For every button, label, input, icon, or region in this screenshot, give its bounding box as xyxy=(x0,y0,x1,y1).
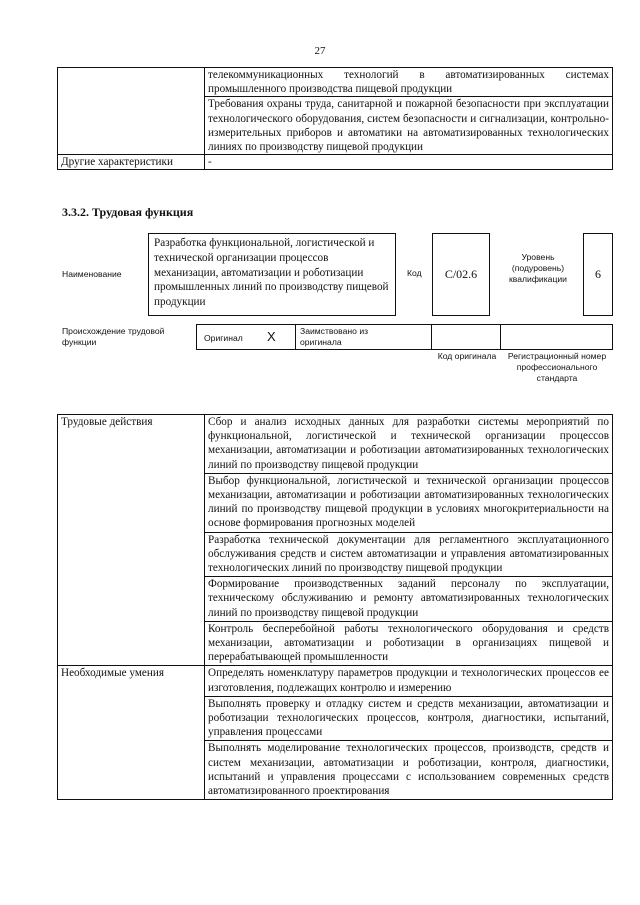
code-caption: Код оригинала xyxy=(437,351,497,361)
group-label: Трудовые действия xyxy=(58,415,205,666)
table-row: Определять номенклатуру параметров продукции и технологических процессов ее изготовления, подлежащих контролю и измерению xyxy=(205,666,613,696)
section-title: 3.3.2. Трудовая функция xyxy=(62,205,194,219)
code-value: C/02.6 xyxy=(432,233,490,316)
registration-caption: Регистрационный номер профессионального стандарта xyxy=(507,351,607,383)
level-value: 6 xyxy=(583,233,613,316)
code-label: Код xyxy=(407,268,422,278)
table-row: Выбор функциональной, логистической и технической организации процессов механизации, автоматизации и роботизации автоматизированных технологических линий по производству пищевой продукции в условиях многокритериальности на основе формирования прогнозных моделей xyxy=(205,473,613,532)
registration-number-cell xyxy=(500,324,613,350)
function-name: Разработка функциональной, логистической и технической организации процессов механизации, автоматизации и роботизации промышленных линий по производству пищевой продукции xyxy=(148,233,396,316)
top-table-label: Другие характеристики xyxy=(58,155,205,170)
table-row: Сбор и анализ исходных данных для разработки системы мероприятий по функциональной, логистической и технической организации процессов механизации, автоматизации и роботизации автоматизированных технологических линий по производству пищевой продукции xyxy=(205,415,613,474)
top-table-cell: Требования охраны труда, санитарной и пожарной безопасности при эксплуатации технологического оборудования, систем безопасности и сигнализации, контрольно-измерительных приборов и автоматики на автоматизированных технологических линиях по производству пищевой продукции xyxy=(205,97,613,155)
borrowed-label: Заимствовано из оригинала xyxy=(300,326,369,347)
top-table xyxy=(57,67,613,170)
page-number: 27 xyxy=(314,45,326,57)
original-mark: X xyxy=(267,329,276,344)
original-label: Оригинал xyxy=(204,333,243,343)
table-row: Формирование производственных заданий персоналу по эксплуатации, техническому обслуживанию и ремонту автоматизированных технологических линий по производству пищевой продукции xyxy=(205,577,613,622)
table-row: Контроль бесперебойной работы технологического оборудования и средств механизации, автоматизации и роботизации в организациях пищевой и перерабатывающей промышленности xyxy=(205,621,613,666)
table-row: Выполнять моделирование технологических процессов, производств, средств и систем механизации, автоматизации и роботизации, контроля, диагностики, испытаний и управления процессами с использованием современных средств автоматизированного проектирования xyxy=(205,741,613,800)
name-label: Наименование xyxy=(62,269,122,279)
table-row: Разработка технической документации для регламентного эксплуатационного обслуживания средств и систем автоматизации и управления автоматизированных технологических линий по производству пищевой продукции xyxy=(205,532,613,577)
top-table-cell: телекоммуникационных технологий в автоматизированных системах промышленного производства пищевой продукции xyxy=(205,68,613,97)
group-label: Необходимые умения xyxy=(58,666,205,800)
original-code-cell xyxy=(431,324,501,350)
main-table xyxy=(57,414,613,800)
top-table-cell: - xyxy=(205,155,613,170)
top-table-label-empty xyxy=(58,68,205,155)
level-label: Уровень (подуровень) квалификации xyxy=(509,252,567,284)
origin-label: Происхождение трудовой функции xyxy=(62,326,165,347)
table-row: Выполнять проверку и отладку систем и средств механизации, автоматизации и роботизации технологических процессов, контроля, диагностики, испытаний, управления процессами xyxy=(205,696,613,741)
original-cell xyxy=(196,324,296,350)
borrowed-cell xyxy=(295,324,432,350)
